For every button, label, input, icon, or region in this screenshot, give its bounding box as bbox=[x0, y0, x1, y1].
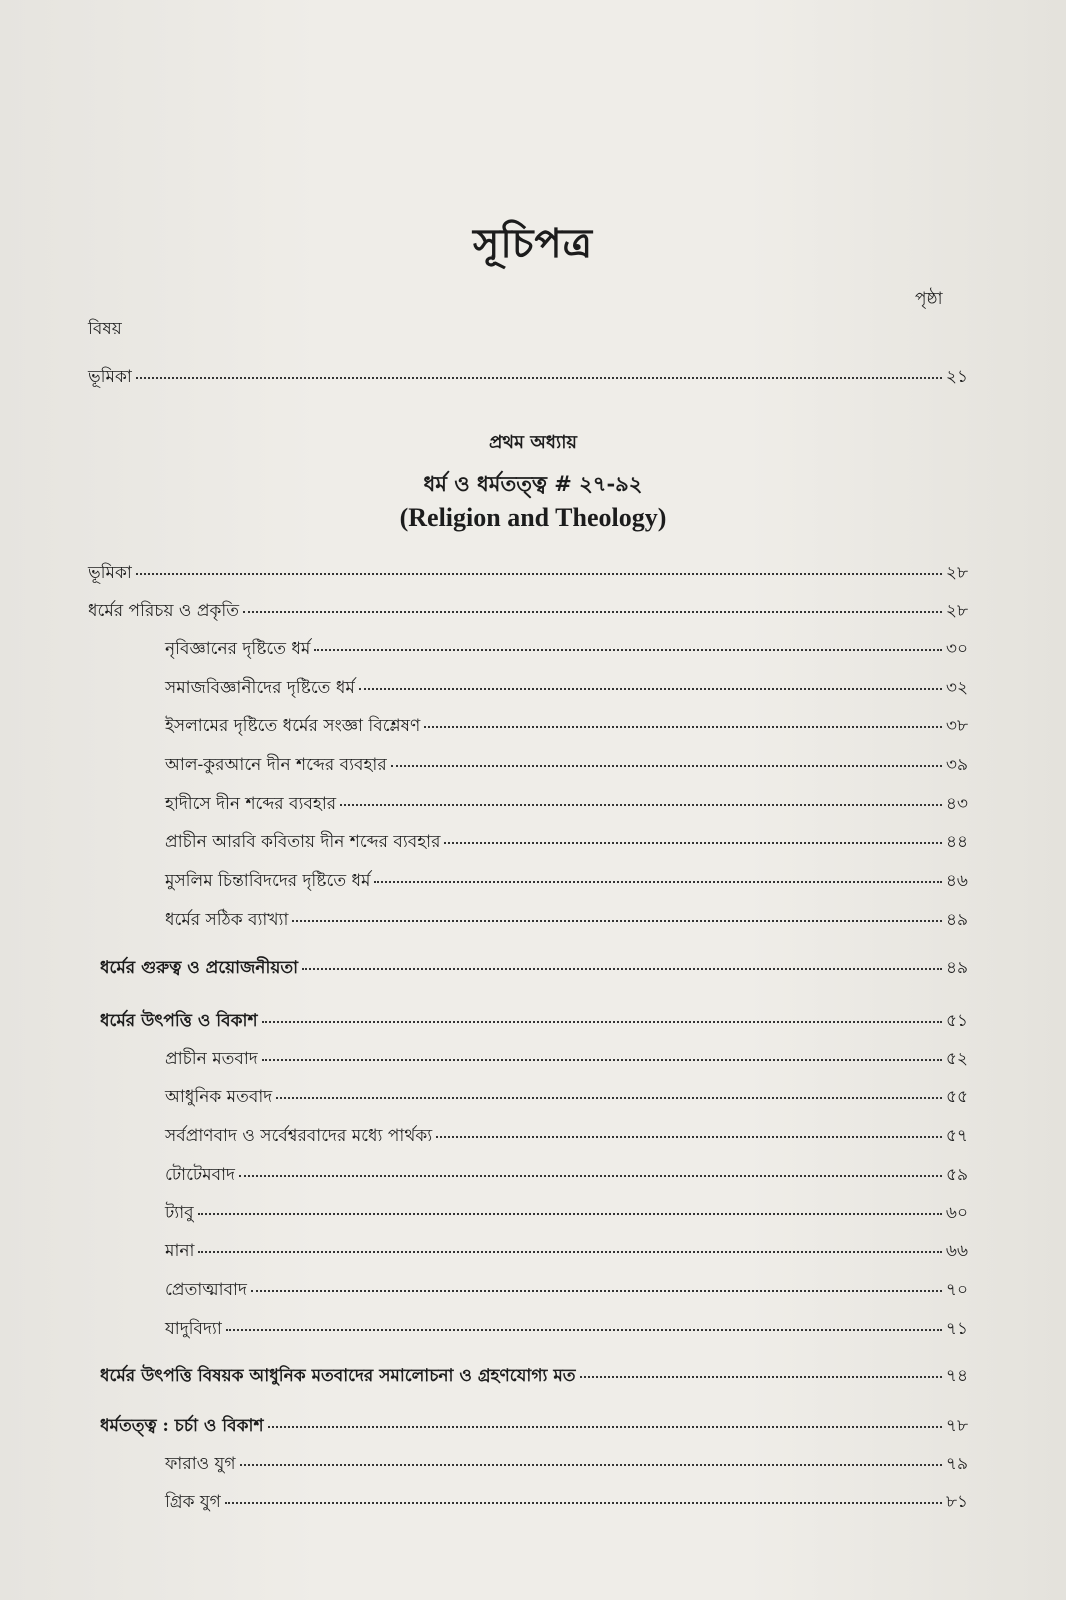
toc-entry bbox=[165, 713, 968, 741]
entry-page: ২৮ bbox=[945, 601, 968, 621]
dot-leader bbox=[292, 920, 942, 922]
entry-label: গ্রিক যুগ bbox=[165, 1492, 221, 1512]
toc-entry bbox=[165, 907, 968, 935]
entry-page: ৪৬ bbox=[945, 871, 968, 891]
entry-label: প্রাচীন আরবি কবিতায় দীন শব্দের ব্যবহার bbox=[165, 832, 441, 852]
entry-page: ৩২ bbox=[945, 678, 968, 698]
dot-leader bbox=[136, 573, 942, 575]
toc-entry bbox=[165, 1238, 968, 1266]
dot-leader bbox=[268, 1426, 942, 1428]
toc-entry bbox=[165, 1162, 968, 1190]
entry-page: ৩৮ bbox=[945, 716, 968, 736]
dot-leader bbox=[240, 1464, 942, 1466]
toc-entry bbox=[100, 1413, 968, 1441]
chapter-title: ধর্ম ও ধর্মতত্ত্ব # ২৭-৯২ bbox=[423, 471, 643, 496]
entry-page: ৫২ bbox=[945, 1049, 968, 1069]
entry-label: প্রেতাত্মাবাদ bbox=[165, 1280, 247, 1300]
page-column-header: পৃষ্ঠা bbox=[915, 289, 943, 309]
dot-leader bbox=[359, 688, 942, 690]
entry-page: ৬৬ bbox=[945, 1241, 968, 1261]
toc-entry bbox=[100, 955, 968, 983]
subject-column-header: বিষয় bbox=[88, 319, 122, 339]
chapter-label: প্রথম অধ্যায় bbox=[488, 432, 578, 453]
entry-page: ৬০ bbox=[945, 1203, 968, 1223]
entry-page: ৫১ bbox=[945, 1011, 968, 1031]
entry-label: ট্যাবু bbox=[165, 1203, 194, 1223]
entry-page: ৩৯ bbox=[945, 755, 968, 775]
toc-entry bbox=[165, 868, 968, 896]
entry-page: ৪৪ bbox=[945, 832, 968, 852]
entry-label: ইসলামের দৃষ্টিতে ধর্মের সংজ্ঞা বিশ্লেষণ bbox=[165, 716, 421, 736]
entry-label: ফারাও যুগ bbox=[165, 1454, 236, 1474]
entry-label: ধর্মের উৎপত্তি ও বিকাশ bbox=[100, 1011, 258, 1031]
entry-label: আধুনিক মতবাদ bbox=[165, 1087, 273, 1107]
dot-leader bbox=[580, 1376, 942, 1378]
dot-leader bbox=[391, 765, 942, 767]
entry-label: মুসলিম চিন্তাবিদদের দৃষ্টিতে ধর্ম bbox=[165, 871, 371, 891]
dot-leader bbox=[424, 726, 942, 728]
dot-leader bbox=[436, 1136, 942, 1138]
entry-label: ধর্মের উৎপত্তি বিষয়ক আধুনিক মতবাদের সমালোচনা ও গ্রহণযোগ্য মত bbox=[100, 1366, 576, 1386]
entry-page: ৭১ bbox=[945, 1319, 968, 1339]
toc-entry bbox=[165, 1277, 968, 1305]
entry-label: ভূমিকা bbox=[88, 563, 132, 583]
toc-entry bbox=[100, 1008, 968, 1036]
toc-entry bbox=[165, 1316, 968, 1344]
entry-page: ২১ bbox=[945, 367, 968, 387]
entry-page: ৭৪ bbox=[945, 1366, 968, 1386]
entry-label: ধর্মের সঠিক ব্যাখ্যা bbox=[165, 910, 289, 930]
dot-leader bbox=[340, 804, 942, 806]
chapter-english-title: (Religion and Theology) bbox=[399, 503, 667, 532]
toc-entry bbox=[88, 560, 968, 588]
toc-entry bbox=[165, 1489, 968, 1517]
entry-page: ৫৯ bbox=[945, 1165, 968, 1185]
dot-leader bbox=[226, 1329, 942, 1331]
toc-entry bbox=[165, 1123, 968, 1151]
entry-page: ৪৯ bbox=[945, 910, 968, 930]
dot-leader bbox=[302, 968, 942, 970]
entry-label: ধর্মতত্ত্ব : চর্চা ও বিকাশ bbox=[100, 1416, 264, 1436]
dot-leader bbox=[276, 1097, 942, 1099]
toc-entry bbox=[165, 829, 968, 857]
entry-label: ধর্মের পরিচয় ও প্রকৃতি bbox=[88, 601, 240, 621]
dot-leader bbox=[444, 842, 942, 844]
entry-page: ৭৯ bbox=[945, 1454, 968, 1474]
dot-leader bbox=[136, 377, 942, 379]
entry-label: টোটেমবাদ bbox=[165, 1165, 235, 1185]
dot-leader bbox=[374, 881, 941, 883]
dot-leader bbox=[243, 611, 942, 613]
entry-label: যাদুবিদ্যা bbox=[165, 1319, 222, 1339]
entry-page: ৭৮ bbox=[945, 1416, 968, 1436]
entry-page: ৪৩ bbox=[945, 794, 968, 814]
entry-label: প্রাচীন মতবাদ bbox=[165, 1049, 258, 1069]
toc-entry bbox=[165, 636, 968, 664]
entry-page: ৫৫ bbox=[945, 1087, 968, 1107]
dot-leader bbox=[225, 1502, 942, 1504]
entry-label: হাদীসে দীন শব্দের ব্যবহার bbox=[165, 794, 337, 814]
toc-entry bbox=[165, 752, 968, 780]
entry-label: সমাজবিজ্ঞানীদের দৃষ্টিতে ধর্ম bbox=[165, 678, 355, 698]
page-title: সূচিপত্র bbox=[473, 220, 593, 267]
dot-leader bbox=[314, 649, 942, 651]
toc-entry bbox=[165, 1200, 968, 1228]
dot-leader bbox=[198, 1213, 942, 1215]
entry-page: ৭০ bbox=[945, 1280, 968, 1300]
toc-entry bbox=[165, 1046, 968, 1074]
toc-entry bbox=[165, 1084, 968, 1112]
dot-leader bbox=[239, 1175, 942, 1177]
entry-page: ২৮ bbox=[945, 563, 968, 583]
entry-label: ধর্মের গুরুত্ব ও প্রয়োজনীয়তা bbox=[100, 958, 299, 978]
dot-leader bbox=[262, 1059, 942, 1061]
entry-label: ভূমিকা bbox=[88, 367, 132, 387]
toc-entry bbox=[165, 1451, 968, 1479]
entry-page: ৫৭ bbox=[945, 1126, 968, 1146]
dot-leader bbox=[198, 1251, 941, 1253]
entry-page: ৮১ bbox=[945, 1492, 968, 1512]
entry-page: ৩০ bbox=[945, 639, 968, 659]
dot-leader bbox=[251, 1290, 942, 1292]
entry-page: ৪৯ bbox=[945, 958, 968, 978]
toc-entry bbox=[88, 598, 968, 626]
dot-leader bbox=[262, 1021, 942, 1023]
toc-entry-introduction bbox=[88, 364, 968, 392]
entry-label: নৃবিজ্ঞানের দৃষ্টিতে ধর্ম bbox=[165, 639, 311, 659]
entry-label: মানা bbox=[165, 1241, 195, 1261]
toc-entry bbox=[165, 791, 968, 819]
entry-label: সর্বপ্রাণবাদ ও সর্বেশ্বরবাদের মধ্যে পার্থক্য bbox=[165, 1126, 433, 1146]
toc-entry bbox=[165, 675, 968, 703]
toc-entry bbox=[100, 1363, 968, 1391]
entry-label: আল-কুরআনে দীন শব্দের ব্যবহার bbox=[165, 755, 387, 775]
